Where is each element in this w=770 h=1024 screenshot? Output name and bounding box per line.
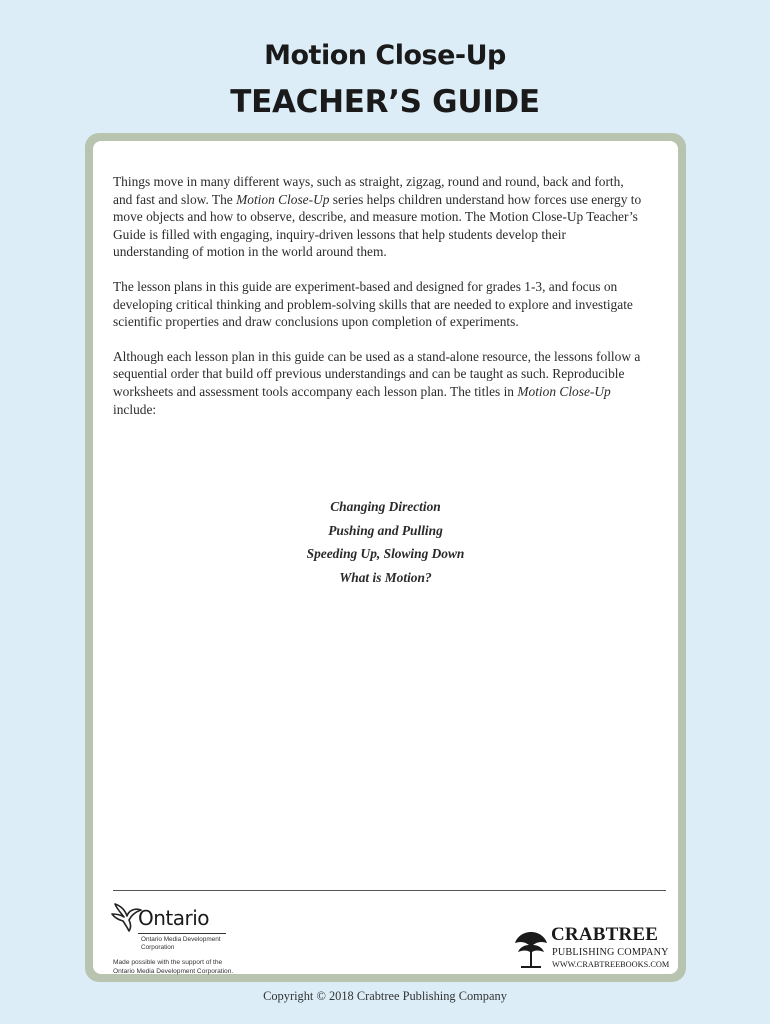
ontario-underline — [138, 933, 226, 934]
series-title: Changing Direction — [330, 499, 441, 514]
footer-divider — [113, 890, 666, 891]
publisher-name: CRABTREE — [551, 924, 659, 945]
ontario-logo — [103, 898, 303, 978]
ontario-wordmark: Ontario — [138, 906, 210, 930]
series-title: Speeding Up, Slowing Down — [306, 546, 465, 561]
paragraph-sequence: Although each lesson plan in this guide can be used as a stand-alone resource, the lessons follow a sequential order that build off previous understandings and can be taught as such. Reproducible worksheets and assessment tools accompany each lesson plan. The titles in Motion Close-Up include: — [113, 348, 641, 417]
paragraph-intro: Things move in many different ways, such as straight, zigzag, round and round, back and forth, and fast and slow. The Motion Close-Up series helps children understand how forces use energy to move objects and how to observe, describe, and measure motion. The Motion Close-Up Teacher’s Guide is filled with engaging, inquiry-driven lessons that help students develop their understanding of motion in the world around them. — [113, 174, 642, 260]
page-title: Motion Close-Up — [264, 40, 506, 71]
publisher-url: WWW.CRABTREEBOOKS.COM — [552, 960, 670, 969]
tree-icon — [513, 928, 549, 970]
series-titles-list — [93, 495, 678, 589]
content-card — [93, 141, 678, 974]
page-subtitle: TEACHER’S GUIDE — [230, 84, 540, 120]
crabtree-logo — [513, 924, 673, 974]
ontario-agency: Ontario Media Development Corporation — [141, 936, 221, 951]
ontario-support-note: Made possible with the support of the Ontario Media Development Corporation. — [113, 959, 234, 975]
paragraph-lesson-plans: The lesson plans in this guide are experiment-based and designed for grades 1-3, and focus on developing critical thinking and problem-solving skills that are needed to explore and investigate scientific properties and draw conclusions upon completion of experiments. — [113, 278, 633, 330]
body-text — [113, 173, 643, 435]
series-title: What is Motion? — [339, 569, 432, 585]
content-frame — [85, 133, 686, 982]
publisher-company: PUBLISHING COMPANY — [552, 947, 669, 958]
copyright: Copyright © 2018 Crabtree Publishing Company — [263, 989, 507, 1003]
series-title: Pushing and Pulling — [328, 522, 443, 538]
